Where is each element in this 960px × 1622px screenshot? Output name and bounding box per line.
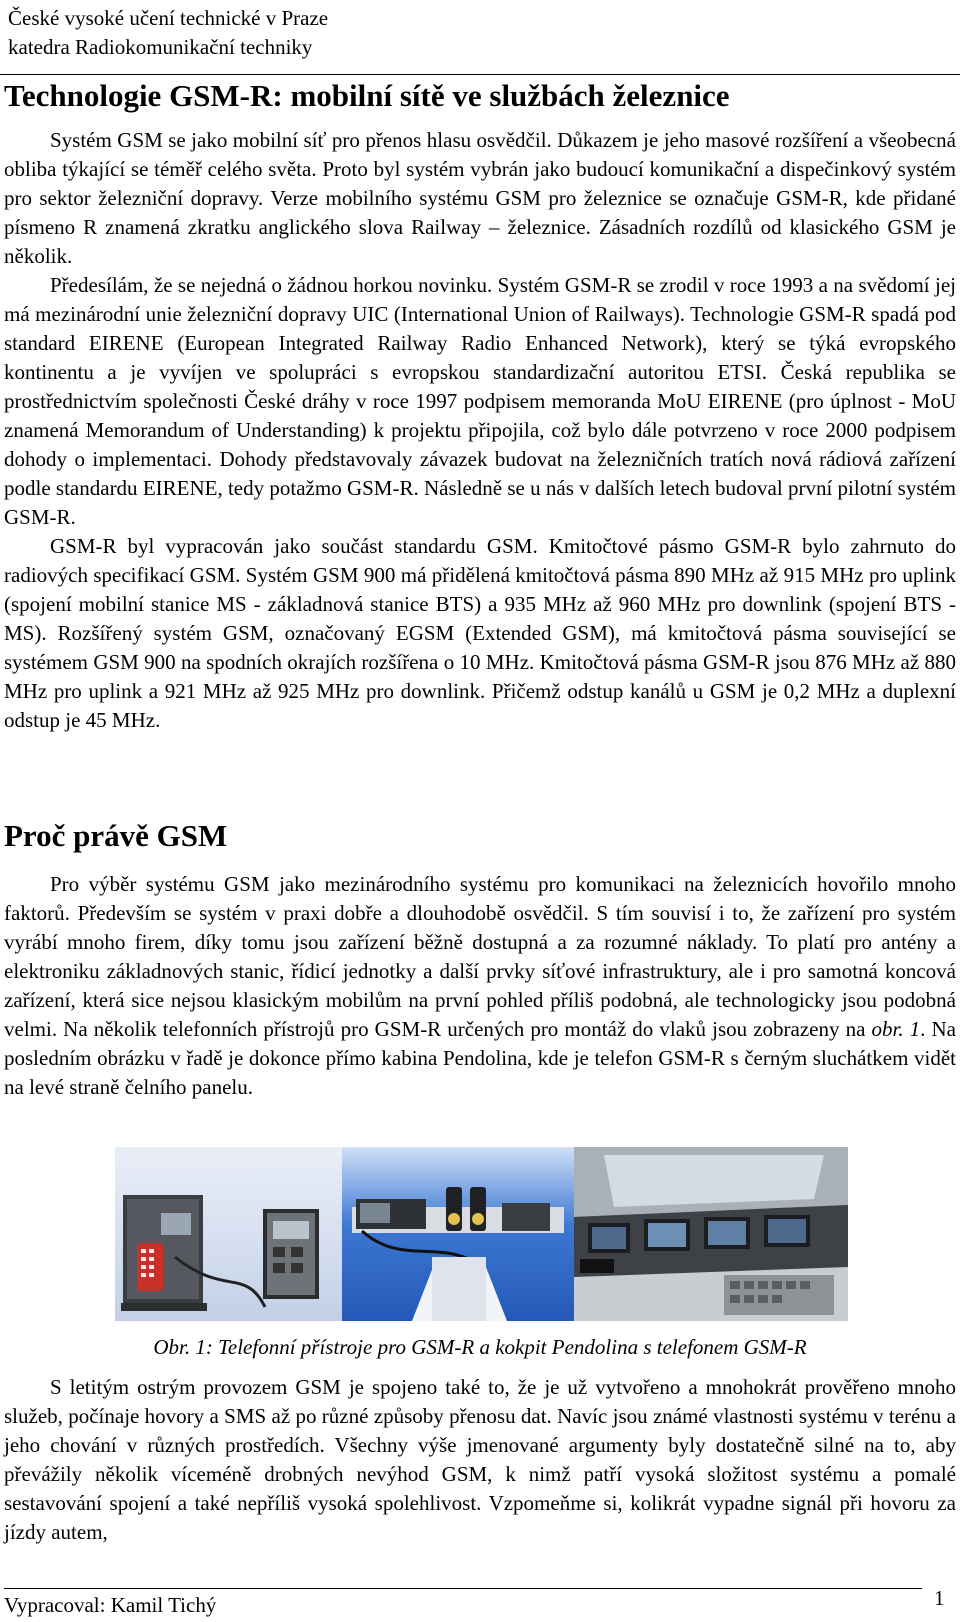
footer-author: Vypracoval: Kamil Tichý (4, 1593, 217, 1617)
paragraph-text: . Na posledním obrázku v řadě je dokonce přímo kabina Pendolina, kde je telefon GSM-R s černým sluchátkem vidět na levé straně čelního panelu. (4, 1017, 956, 1099)
page-number: 1 (934, 1586, 945, 1610)
paragraph: S letitým ostrým provozem GSM je spojeno také to, že je už vytvořeno a mnohokrát prověřeno mnoho služeb, počínaje hovory a SMS až po různé způsoby přenosu dat. Navíc jsou známé vlastnosti systému v terénu a jeho chování v různých prostředích. Všechny výše jmenované argumenty byly dostatečně silné na to, aby převážily několik víceméně drobných nevýhod GSM, k nimž patří vysoká složitost systému a pomalé sestavování spojení a také nepříliš vysoká spolehlivost. Vzpomeňme si, kolikrát vypadne signál při hovoru za jízdy autem, (4, 1375, 956, 1544)
figure-caption: Obr. 1: Telefonní přístroje pro GSM-R a kokpit Pendolina s telefonem GSM-R (153, 1335, 807, 1359)
article-title: Technologie GSM-R: mobilní sítě ve službách železnice (4, 78, 730, 113)
figure-reference: obr. 1 (871, 1017, 921, 1041)
paragraph (4, 870, 956, 1102)
figure-image (115, 1147, 848, 1321)
intro-section (4, 126, 956, 735)
pendolino-cockpit-photo (574, 1147, 848, 1321)
paragraph: Předesílám, že se nejedná o žádnou horkou novinku. Systém GSM-R se zrodil v roce 1993 a na svědomí jej má mezinárodní unie železniční dopravy UIC (International Union of Railways). Technologie GSM-R spadá pod standard EIRENE (European Integrated Railway Radio Enhanced Network), který se týká evropského kontinentu a je vyvíjen ve spolupráci s evropskou standardizační autoritou ETSI. Česká republika se prostřednictvím společnosti České dráhy v roce 1997 podpisem memoranda MoU EIRENE (pro úplnost - MoU znamená Memorandum of Understanding) k projektu připojila, což bylo dále potvrzeno v roce 2000 podpisem dohody o implementaci. Dohody představovaly závazek budovat na železničních tratích nová rádiová zařízení podle standardu EIRENE, tedy potažmo GSM-R. Následně se u nás v dalších letech budoval první pilotní systém GSM-R. (4, 273, 956, 529)
document-header (8, 4, 328, 62)
paragraph: Systém GSM se jako mobilní síť pro přenos hlasu osvědčil. Důkazem je jeho masové rozšíření a všeobecná obliba týkající se téměř celého světa. Proto byl systém vybrán jako budoucí komunikační a dispečinkový systém pro sektor železniční dopravy. Verze mobilního systému GSM pro železnice se označuje GSM-R, kde přidané písmeno R znamená zkratku anglického slova Railway – železnice. Zásadních rozdílů od klasického GSM je několik. (4, 128, 956, 268)
university-name: České vysoké učení technické v Praze (8, 6, 329, 30)
gsm-r-handsets-photo (342, 1147, 574, 1321)
why-gsm-continued (4, 1373, 956, 1547)
why-gsm-section (4, 870, 956, 1102)
header-rule (0, 74, 960, 75)
gsm-r-cab-radio-photo (115, 1147, 342, 1321)
footer-rule (4, 1588, 922, 1589)
section-heading: Proč právě GSM (4, 818, 228, 853)
paragraph-text: Pro výběr systému GSM jako mezinárodního systému pro komunikaci na železnicích hovořilo mnoho faktorů. Především se systém v praxi dobře a dlouhodobě osvědčil. S tím souvisí i to, že zařízení pro systém vyrábí mnoho firem, díky tomu jsou zařízení běžně dostupná a za rozumné náklady. To platí pro antény a elektroniku základnových stanic, řídicí jednotky a další prvky síťové infrastruktury, ale i pro samotná koncová zařízení, která sice nejsou klasickým mobilům na první pohled příliš podobná, ale technologicky jsou podobná velmi. Na několik telefonních přístrojů pro GSM-R určených pro montáž do vlaků jsou zobrazeny na (4, 872, 956, 1041)
paragraph: GSM-R byl vypracován jako součást standardu GSM. Kmitočtové pásmo GSM-R bylo zahrnuto do radiových specifikací GSM. Systém GSM 900 má přidělená kmitočtová pásma 890 MHz až 915 MHz pro uplink (spojení mobilní stanice MS - základnová stanice BTS) a 935 MHz až 960 MHz pro downlink (spojení BTS - MS). Rozšířený systém GSM, označovaný EGSM (Extended GSM), má kmitočtová pásma související se systémem GSM 900 na spodních okrajích rozšířena o 10 MHz. Kmitočtová pásma GSM-R jsou 876 MHz až 880 MHz pro uplink a 921 MHz až 925 MHz pro downlink. Přičemž odstup kanálů u GSM je 0,2 MHz a duplexní odstup je 45 MHz. (4, 534, 956, 732)
department-name: katedra Radiokomunikační techniky (8, 35, 313, 59)
